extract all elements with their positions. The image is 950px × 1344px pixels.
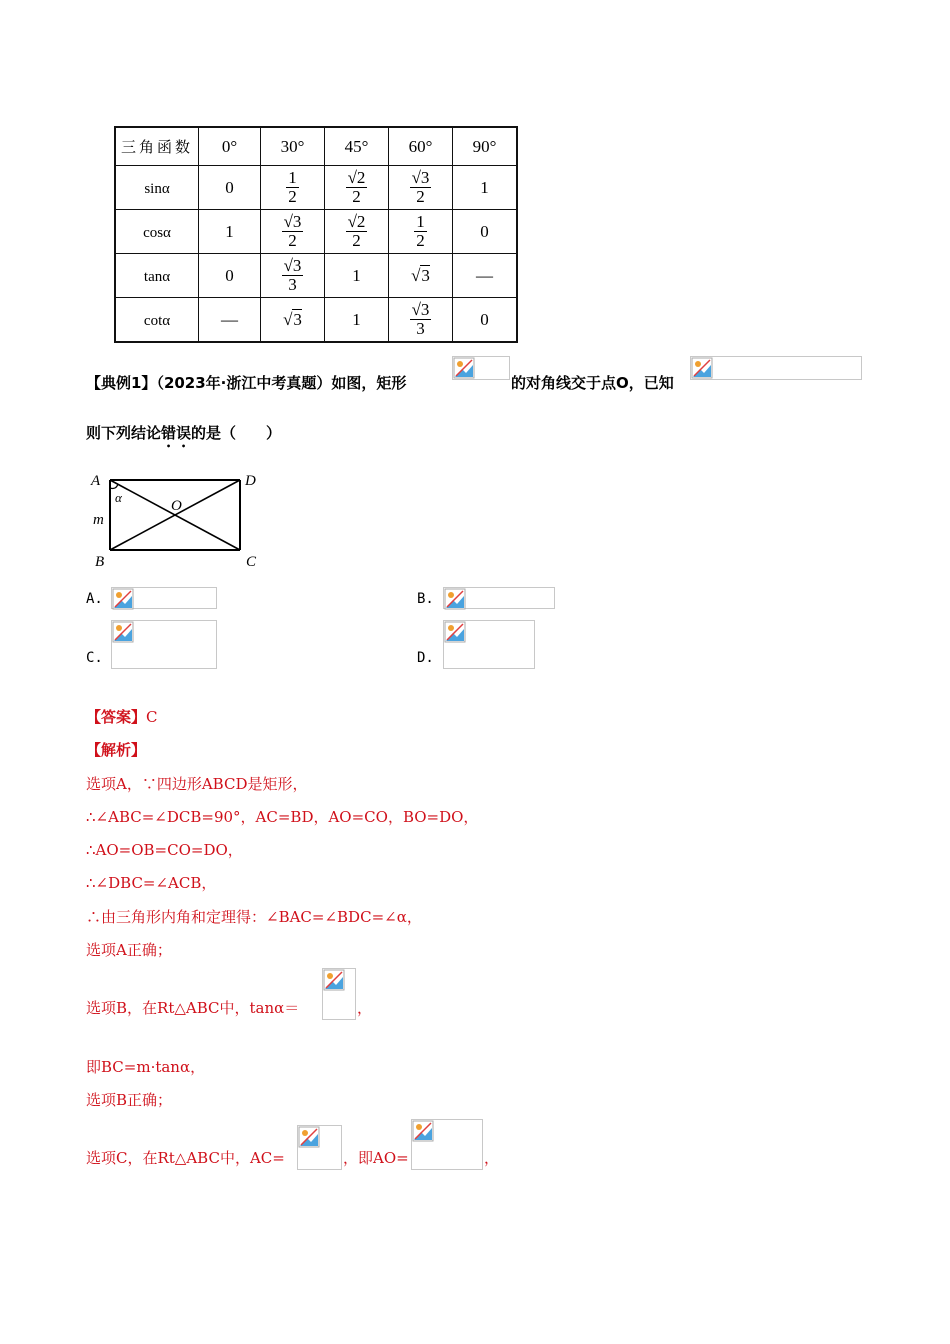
value-cell: √3 — [389, 254, 453, 298]
fn-cell: cosα — [115, 210, 199, 254]
option-c-label: C. — [86, 650, 103, 666]
value-cell: 0 — [453, 210, 518, 254]
question-line — [86, 422, 281, 451]
analysis-tag: 【解析】 — [86, 741, 147, 759]
value-cell: 1 — [199, 210, 261, 254]
fn-cell: cotα — [115, 298, 199, 343]
broken-image-icon — [411, 1119, 483, 1170]
label-alpha: α — [115, 490, 122, 505]
broken-image-icon — [111, 587, 217, 609]
value-cell: 0 — [453, 298, 518, 343]
example-mid-text: 的对角线交于点O，已知 — [511, 374, 674, 392]
answer-line — [86, 706, 158, 727]
value-cell: 1 — [453, 166, 518, 210]
analysis-line: 选项A，∵四边形ABCD是矩形， — [86, 775, 308, 793]
fn-cell: sinα — [115, 166, 199, 210]
analysis-line: 选项A正确； — [86, 941, 172, 959]
table-header-cell: 45° — [325, 127, 389, 166]
value-cell: $\frac{√2}{2}$ — [325, 166, 389, 210]
value-cell: $\frac{√2}{2}$ — [325, 210, 389, 254]
analysis-line: ∴AO=OB=CO=DO， — [86, 841, 243, 859]
answer-tag: 【答案】 — [86, 708, 147, 726]
value-cell: 1 — [325, 254, 389, 298]
question-emphasis: 错误 — [161, 424, 192, 442]
value-cell: $\frac{√3}{2}$ — [261, 210, 325, 254]
option-b-label: B. — [417, 591, 434, 607]
broken-image-icon — [443, 620, 535, 669]
analysis-line: ∴∠ABC=∠DCB=90°，AC=BD，AO=CO，BO=DO， — [86, 808, 479, 826]
value-cell: $\frac{√3}{3}$ — [261, 254, 325, 298]
broken-image-icon — [322, 968, 356, 1020]
broken-image-icon — [297, 1125, 342, 1170]
analysis-line: 选项B正确； — [86, 1091, 173, 1109]
analysis-line: ∴由三角形内角和定理得：∠BAC=∠BDC=∠α， — [86, 908, 422, 926]
analysis-line-b1-suffix: ， — [357, 999, 373, 1017]
table-row — [115, 166, 517, 210]
example-line — [86, 372, 406, 393]
value-cell: — — [453, 254, 518, 298]
option-d-label: D. — [417, 650, 434, 666]
rectangle-figure — [88, 468, 268, 573]
value-cell: 0 — [199, 166, 261, 210]
table-row — [115, 254, 517, 298]
table-header-cell: 30° — [261, 127, 325, 166]
value-cell: — — [199, 298, 261, 343]
value-cell: $\frac{1}{2}$ — [261, 166, 325, 210]
table-header-cell: 0° — [199, 127, 261, 166]
label-A: A — [91, 473, 101, 489]
value-cell: √3 — [261, 298, 325, 343]
option-a-label: A. — [86, 591, 103, 607]
label-B: B — [95, 554, 105, 570]
table-row — [115, 210, 517, 254]
question-prefix: 则下列结论 — [86, 424, 162, 442]
answer-value: C — [146, 708, 158, 726]
label-C: C — [246, 554, 257, 570]
table-header-cell: 60° — [389, 127, 453, 166]
table-row — [115, 298, 517, 343]
table-header-cell: 三角函数 — [115, 127, 199, 166]
table-header-row — [115, 127, 517, 166]
analysis-line-b1: 选项B，在Rt△ABC中，tanα＝ — [86, 999, 300, 1017]
broken-image-icon — [443, 587, 555, 609]
value-cell: $\frac{1}{2}$ — [389, 210, 453, 254]
analysis-line: ∴∠DBC=∠ACB， — [86, 874, 217, 892]
value-cell: 0 — [199, 254, 261, 298]
question-suffix: 的是（ ） — [191, 424, 282, 442]
example-tag: 【典例1】 — [86, 374, 157, 392]
analysis-line: 即BC=m·tanα， — [86, 1058, 206, 1076]
analysis-line-c-prefix: 选项C，在Rt△ABC中，AC= — [86, 1149, 285, 1167]
fn-cell: tanα — [115, 254, 199, 298]
analysis-line-c-mid: ，即AO= — [343, 1149, 409, 1167]
example-source: （2023年·浙江中考真题）如图，矩形 — [156, 374, 407, 392]
value-cell: $\frac{√3}{2}$ — [389, 166, 453, 210]
broken-image-icon — [452, 356, 510, 380]
label-D: D — [245, 473, 256, 489]
value-cell: 1 — [325, 298, 389, 343]
broken-image-icon — [690, 356, 862, 380]
label-O: O — [171, 498, 182, 514]
table-header-cell: 90° — [453, 127, 518, 166]
trig-table — [114, 126, 518, 343]
value-cell: $\frac{√3}{3}$ — [389, 298, 453, 343]
broken-image-icon — [111, 620, 217, 669]
label-m: m — [93, 512, 104, 528]
analysis-line-c-suffix: ， — [484, 1149, 500, 1167]
